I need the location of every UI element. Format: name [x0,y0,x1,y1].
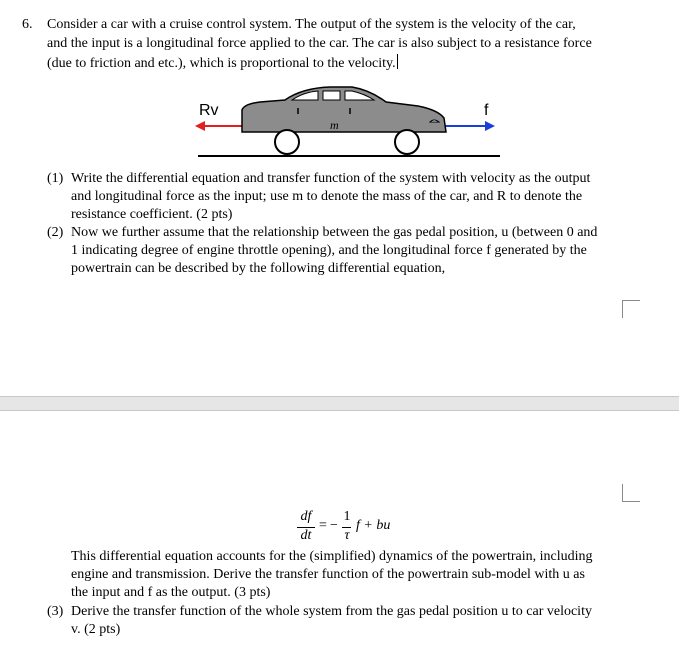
problem-number: 6. [22,17,33,32]
differential-equation [296,509,446,545]
part2-line-1: Now we further assume that the relationship between the gas pedal position, u (between 0 and [71,225,598,240]
car-body [242,87,446,132]
force-arrow-head [485,121,495,131]
intro-line-2: and the input is a longitudinal force applied to the car. The car is also subject to a resistance force [47,36,592,51]
text-cursor [397,54,398,69]
eq-rhs-numerator: 1 [343,509,351,524]
part3-marker: (3) [47,604,64,619]
front-wheel [395,130,419,154]
eq-rhs-denominator: τ [344,528,350,543]
resistance-arrow-head [195,121,205,131]
part1-marker: (1) [47,171,64,186]
part2-marker: (2) [47,225,64,240]
rear-wheel [275,130,299,154]
margin-corner-bottom [622,484,640,502]
part2-line-2: 1 indicating degree of engine throttle opening), and the longitudinal force f generated by the [71,243,587,258]
resistance-label: Rv [199,102,219,119]
force-label: f [484,102,489,119]
intro-line-1: Consider a car with a cruise control system. The output of the system is the velocity of the car, [47,17,576,32]
margin-corner-top [622,300,640,318]
eq-equals: = [319,518,327,533]
intro-line-3: (due to friction and etc.), which is proportional to the velocity. [47,56,396,71]
part1-line-1: Write the differential equation and transfer function of the system with velocity as the output [71,171,591,186]
part2-line-3: powertrain can be described by the following differential equation, [71,261,446,276]
eq-lhs-numerator: df [300,509,312,524]
car-figure [190,82,510,162]
page-break [0,396,679,411]
mass-label: m [330,118,339,132]
intro-line-3-wrap [47,54,398,72]
eq-minus: − [330,518,338,533]
car-window-middle [323,91,340,100]
explain-line-1: This differential equation accounts for the (simplified) dynamics of the powertrain, including [71,549,593,564]
explain-line-3: the input and f as the output. (3 pts) [71,585,271,600]
part3-line-1: Derive the transfer function of the whole system from the gas pedal position u to car velocity [71,604,592,619]
part1-line-3: resistance coefficient. (2 pts) [71,207,233,222]
eq-rest: f + bu [356,518,391,533]
part1-line-2: and longitudinal force as the input; use m to denote the mass of the car, and R to denote the [71,189,583,204]
part3-line-2: v. (2 pts) [71,622,121,637]
eq-lhs-denominator: dt [300,528,312,543]
explain-line-2: engine and transmission. Derive the transfer function of the powertrain sub-model with u as [71,567,585,582]
